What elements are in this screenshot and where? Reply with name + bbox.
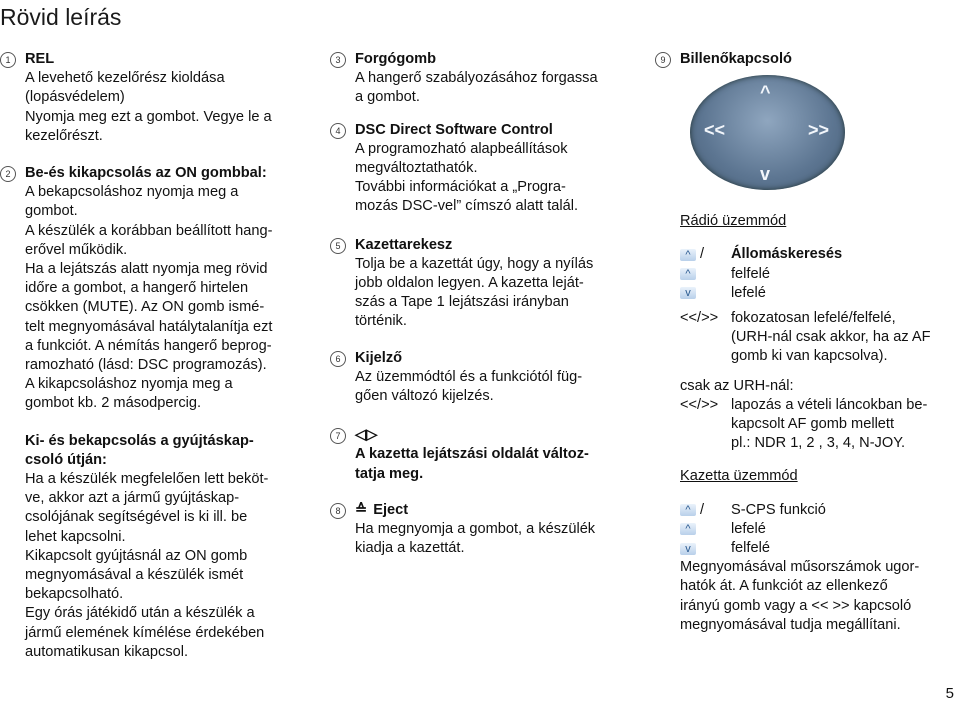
row-text: S-CPS funkció: [731, 501, 826, 518]
section-heading: A kazetta lejátszási oldalát változ-: [355, 446, 589, 463]
text-line: Ha megnyomja a gombot, a készülék: [355, 521, 596, 538]
chevron-up-icon: ^: [760, 82, 771, 103]
row-key: <</>>: [680, 396, 719, 413]
section-eject: [330, 501, 635, 559]
section-cassette-slot: [330, 236, 635, 332]
row-text: kapcsolt AF gomb mellett: [731, 416, 895, 433]
section-ignition: [0, 432, 310, 662]
row-text: (URH-nál csak akkor, ha az AF: [731, 329, 931, 346]
section-heading: Kijelző: [355, 349, 403, 366]
side-change-icon: ◁▷: [355, 427, 378, 444]
text-line: szás a Tape 1 lejátszási irányban: [355, 294, 569, 311]
double-chevron-left-icon: <<: [704, 120, 726, 141]
item-number-1: 1: [0, 52, 16, 68]
item-number-4: 4: [330, 123, 346, 139]
section-display: [330, 349, 635, 407]
section-dsc: [330, 121, 635, 217]
row-text: felfelé: [731, 265, 770, 282]
text-line: gombot kb. 2 másodpercig.: [25, 395, 202, 412]
row-text: felfelé: [731, 540, 770, 557]
item-number-3: 3: [330, 52, 346, 68]
cassette-row-down: [655, 520, 955, 539]
section-heading: REL: [25, 51, 55, 67]
text-line: Megnyomásával műsorszámok ugor-: [680, 559, 920, 576]
text-line: A programozható alapbeállítások: [355, 140, 568, 157]
row-text: lefelé: [731, 284, 766, 301]
text-line: A hangerő szabályozásához forgassa: [355, 70, 598, 87]
text-line: történik.: [355, 313, 407, 330]
text-line: csolójának segítségével is ki ill. be: [25, 509, 248, 526]
text-line: erővel működik.: [25, 241, 128, 258]
chevron-up-icon: ^: [680, 523, 696, 535]
chevron-down-icon: v: [680, 287, 696, 299]
text-line: megnyomásával tudja megállítani.: [680, 616, 901, 633]
text-line: Kikapcsolt gyújtásnál az ON gomb: [25, 547, 248, 564]
text-line: A készülék a korábban beállított hang-: [25, 222, 273, 239]
item-number-7: 7: [330, 428, 346, 444]
text-line: a gombot.: [355, 89, 420, 106]
text-line: kezelőrészt.: [25, 127, 103, 144]
section-heading: Billenőkapcsoló: [680, 51, 792, 67]
row-text: fokozatosan lefelé/felfelé,: [731, 310, 896, 327]
text-line: irányú gomb vagy a << >> kapcsoló: [680, 597, 912, 614]
text-line: időre a gombot, a hangerő hirtelen: [25, 280, 249, 297]
column-2: [330, 50, 635, 558]
radio-row-step: [655, 309, 955, 328]
radio-mode-heading: Rádió üzemmód: [680, 213, 787, 230]
item-number-5: 5: [330, 238, 346, 254]
text-line: jobb oldalon legyen. A kazetta leját-: [355, 275, 584, 292]
rocker-switch-image: [690, 75, 845, 190]
text-line: A levehető kezelőrész kioldása: [25, 70, 225, 87]
section-heading: DSC Direct Software Control: [355, 121, 553, 138]
section-heading: tatja meg.: [355, 465, 424, 482]
radio-row-search: [655, 245, 955, 264]
chevron-up-icon: ^: [680, 268, 696, 280]
section-on-off: [0, 164, 310, 414]
text-line: gően változó kijelzés.: [355, 388, 494, 405]
page-number: 5: [945, 685, 954, 702]
text-line: ramozható (lásd: DSC programozás).: [25, 357, 267, 374]
section-rocker: [655, 50, 955, 69]
row-text: lapozás a vételi láncokban be-: [731, 396, 928, 413]
section-heading: Kazettarekesz: [355, 236, 453, 253]
text-line: ve, akkor azt a jármű gyújtáskap-: [25, 490, 240, 507]
text-line: A bekapcsoláshoz nyomja meg a: [25, 184, 239, 201]
radio-row-chain: [655, 396, 955, 415]
text-line: megnyomásával a készülék ismét: [25, 567, 244, 584]
row-text: Állomáskeresés: [731, 246, 843, 263]
section-heading: Eject: [373, 501, 409, 518]
section-rel: [0, 50, 310, 146]
item-number-2: 2: [0, 166, 16, 182]
section-knob: [330, 50, 635, 108]
text-line: lehet kapcsolni.: [25, 528, 126, 545]
column-1: [0, 50, 310, 662]
section-heading: csoló útján:: [25, 451, 107, 468]
row-text: gomb ki van kapcsolva).: [731, 348, 888, 365]
text-line: hatók át. A funkciót az ellenkező: [680, 578, 888, 595]
page-title: Rövid leírás: [0, 4, 122, 30]
section-heading: Be-és kikapcsolás az ON gombbal:: [25, 165, 267, 182]
column-3: [655, 50, 955, 635]
text-line: gombot.: [25, 203, 78, 220]
text-line: a funkciót. A némítás hangerő beprog-: [25, 337, 272, 354]
row-key: <</>>: [680, 310, 719, 327]
section-heading: Ki- és bekapcsolás a gyújtáskap-: [25, 432, 254, 449]
row-text: lefelé: [731, 520, 766, 537]
cassette-row-scps: [655, 501, 955, 520]
text-line: Nyomja meg ezt a gombot. Vegye le a: [25, 108, 272, 125]
text-line: megváltoztathatók.: [355, 160, 478, 177]
row-text: pl.: NDR 1, 2 , 3, 4, N-JOY.: [731, 435, 906, 452]
text-line: csökken (MUTE). Az ON gomb ismé-: [25, 299, 265, 316]
cassette-row-up: [655, 539, 955, 558]
urh-only-label: csak az URH-nál:: [680, 377, 794, 394]
text-line: Ha a készülék megfelelően lett beköt-: [25, 471, 269, 488]
text-line: jármű elemének kímélése érdekében: [25, 624, 265, 641]
chevron-down-icon: v: [680, 543, 696, 555]
text-line: Tolja be a kazettát úgy, hogy a nyílás: [355, 255, 594, 272]
radio-row-down: [655, 284, 955, 303]
text-line: bekapcsolható.: [25, 586, 124, 603]
item-number-8: 8: [330, 503, 346, 519]
cassette-mode-heading: Kazetta üzemmód: [680, 468, 798, 485]
text-line: telt megnyomásával hatálytalanítja ezt: [25, 318, 273, 335]
text-line: mozás DSC-vel” címszó alatt talál.: [355, 198, 579, 215]
section-heading: Forgógomb: [355, 51, 437, 67]
text-line: automatikusan kikapcsol.: [25, 643, 189, 660]
text-line: Ha a lejátszás alatt nyomja meg rövid: [25, 261, 268, 278]
item-number-9: 9: [655, 52, 671, 68]
section-side-change: [330, 426, 635, 484]
chevron-up-icon: ^: [680, 504, 696, 516]
text-line: kiadja a kazettát.: [355, 540, 465, 557]
item-number-6: 6: [330, 351, 346, 367]
separator: /: [700, 501, 705, 518]
text-line: A kikapcsoláshoz nyomja meg a: [25, 376, 233, 393]
text-line: (lopásvédelem): [25, 89, 125, 106]
chevron-up-icon: ^: [680, 249, 696, 261]
text-line: További információkat a „Progra-: [355, 179, 566, 196]
radio-row-up: [655, 265, 955, 284]
text-line: Az üzemmódtól és a funkciótól füg-: [355, 368, 583, 385]
text-line: Egy órás játékidő után a készülék a: [25, 605, 255, 622]
eject-icon: ≙: [355, 501, 368, 518]
double-chevron-right-icon: >>: [808, 120, 830, 141]
separator: /: [700, 246, 705, 263]
chevron-down-icon: v: [760, 164, 771, 185]
